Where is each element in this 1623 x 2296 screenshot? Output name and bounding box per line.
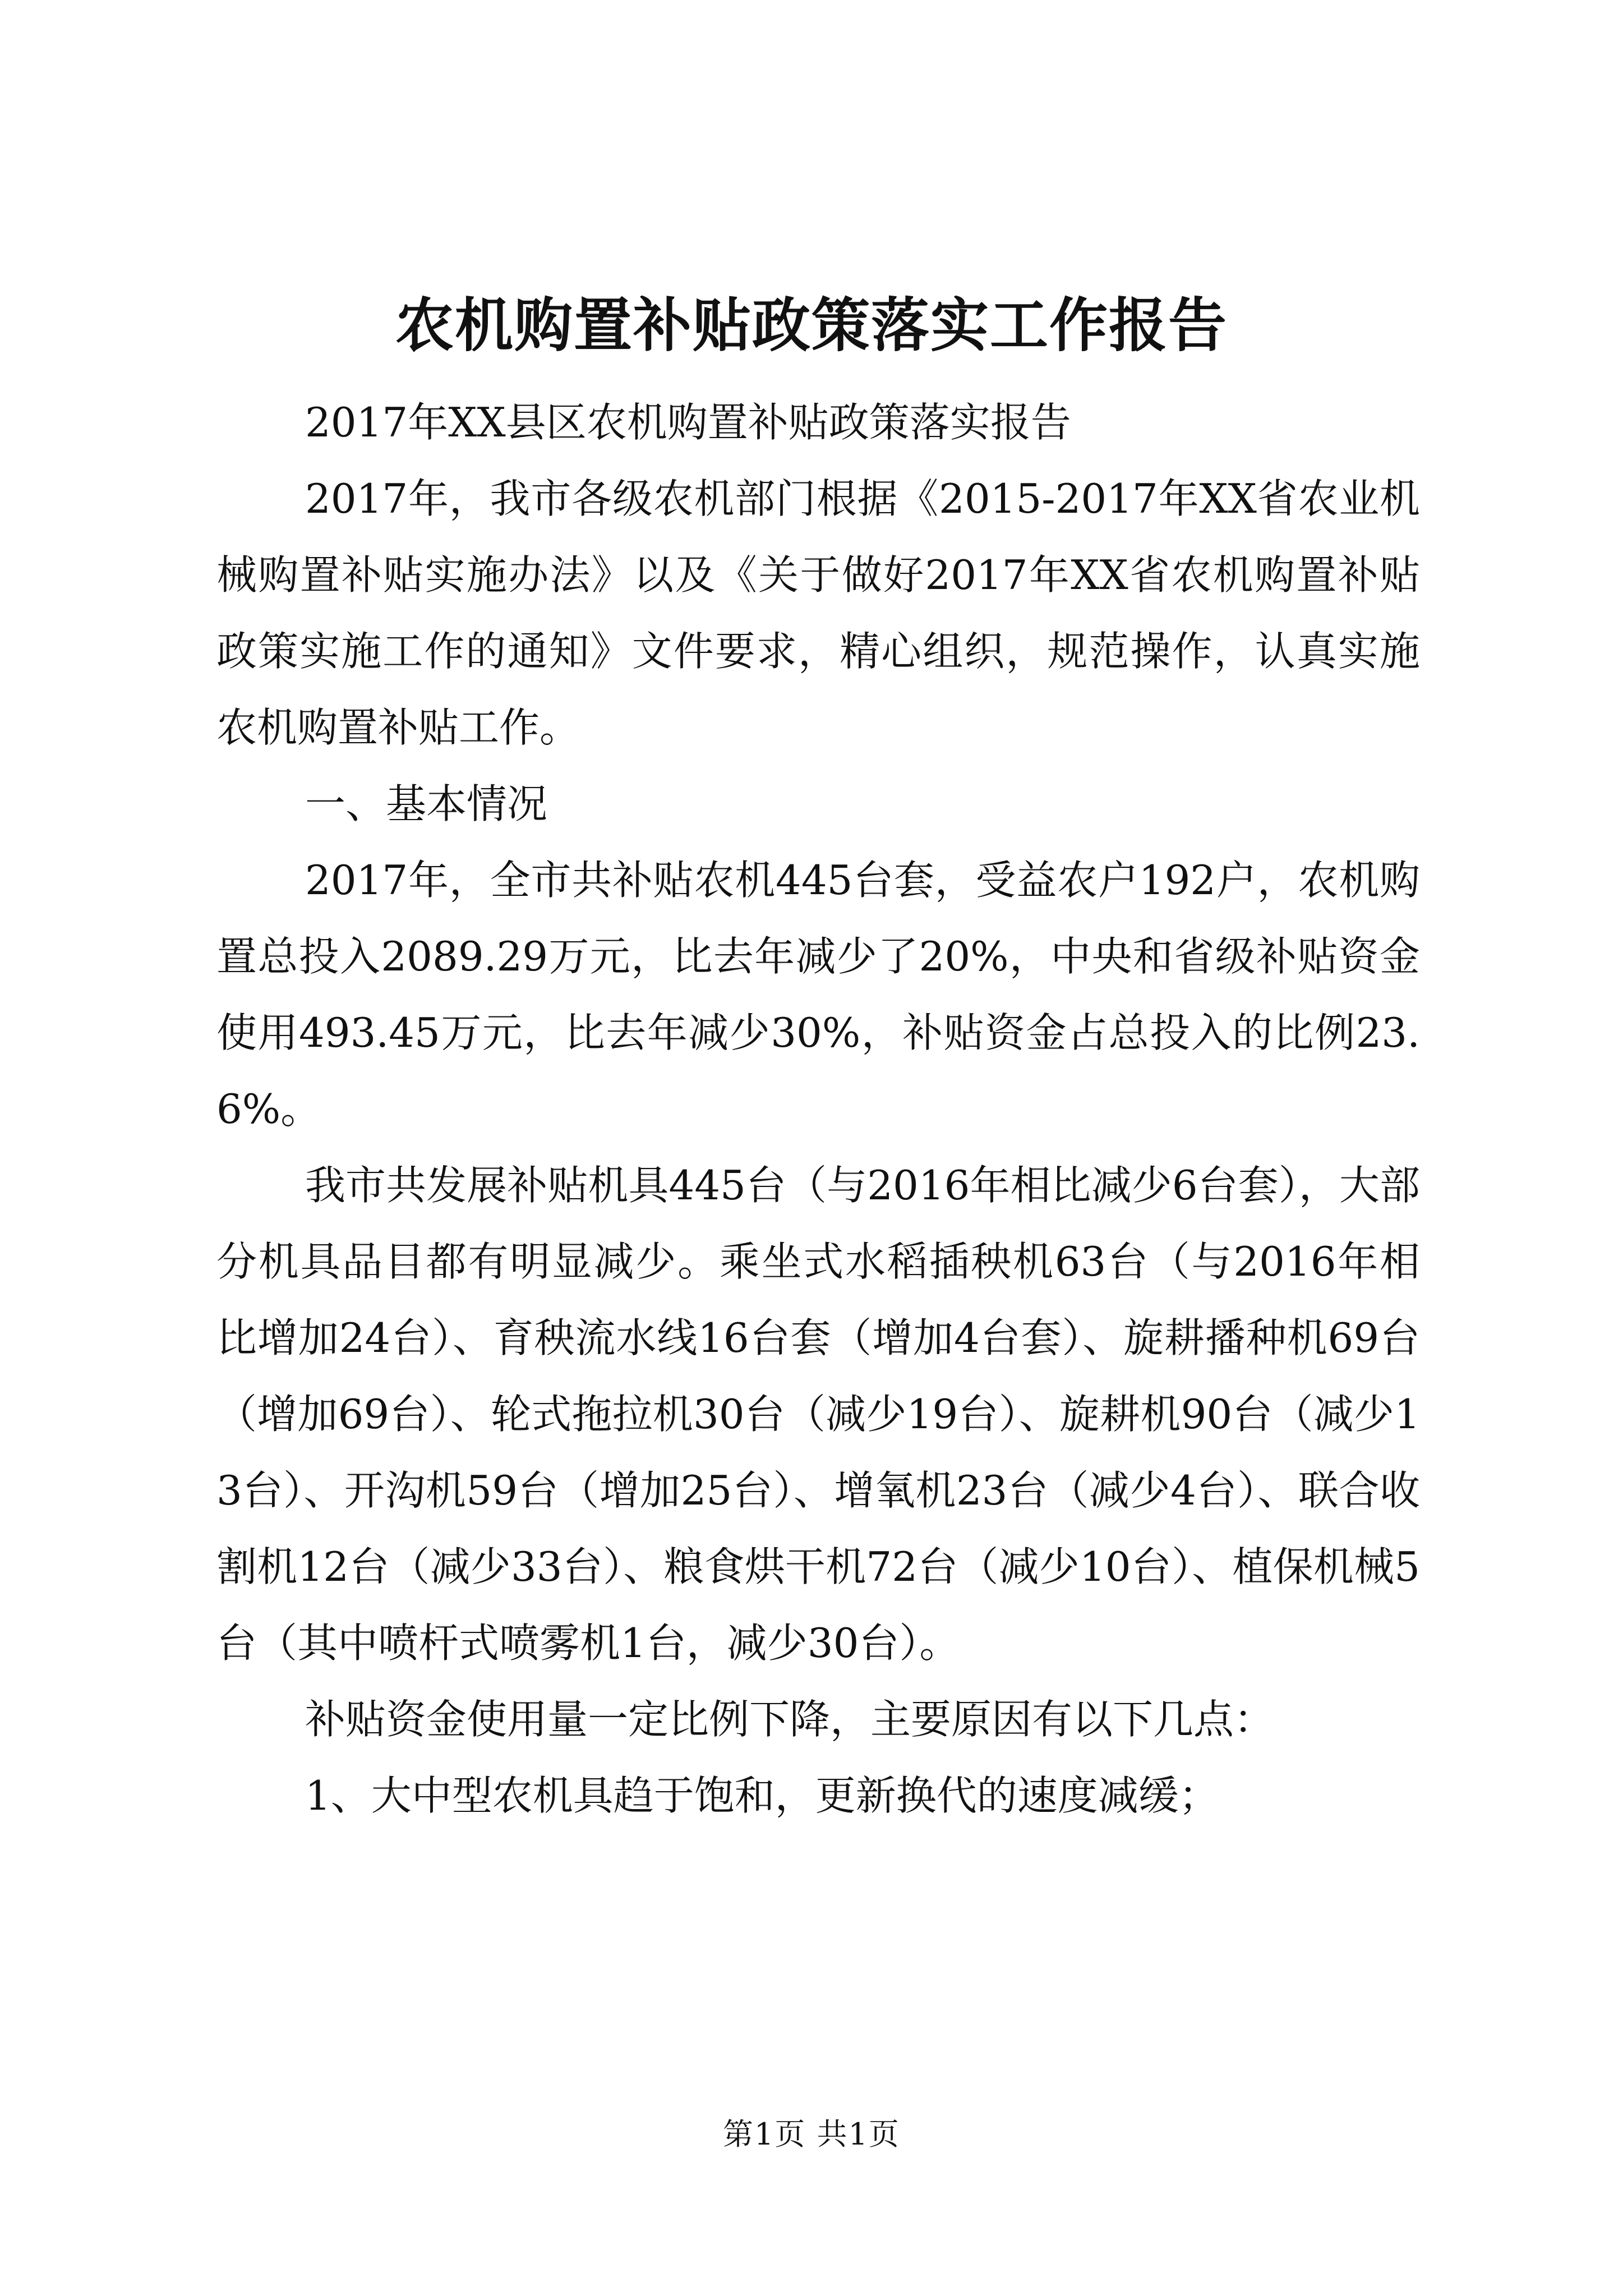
- page-footer: 第1页 共1页: [723, 2116, 900, 2152]
- equipment-paragraph: 我市共发展补贴机具445台（与2016年相比减少6台套），大部分机具品目都有明显减少。乘坐式水稻插秧机63台（与2016年相比增加24台）、育秧流水线16台套（增加4台套）、旋耕播种机69台（增加69台）、轮式拖拉机30台（减少19台）、旋耕机90台（减少13台）、开沟机59台（增加25台）、增氧机23台（减少4台）、联合收割机12台（减少33台）、粮食烘干机72台（减少10台）、植保机械5台（其中喷杆式喷雾机1台，减少30台）。: [216, 1162, 1420, 1667]
- intro-paragraph: 2017年，我市各级农机部门根据《2015-2017年XX省农业机械购置补贴实施办法》以及《关于做好2017年XX省农机购置补贴政策实施工作的通知》文件要求，精心组织，规范操作，认真实施农机购置补贴工作。: [216, 475, 1420, 751]
- subtitle-paragraph: 2017年XX县区农机购置补贴政策落实报告: [305, 399, 1071, 446]
- reasons-intro-paragraph: 补贴资金使用量一定比例下降，主要原因有以下几点：: [305, 1696, 1275, 1743]
- section-heading: 一、基本情况: [305, 780, 548, 827]
- summary-paragraph: 2017年，全市共补贴农机445台套，受益农户192户，农机购置总投入2089.29万元，比去年减少了20%，中央和省级补贴资金使用493.45万元，比去年减少30%，补贴资金占总投入的比例23.6%。: [216, 857, 1420, 1133]
- reason-item: 1、大中型农机具趋于饱和，更新换代的速度减缓；: [305, 1772, 1219, 1819]
- document-body: [216, 384, 1420, 1834]
- document-title: 农机购置补贴政策落实工作报告: [395, 291, 1228, 360]
